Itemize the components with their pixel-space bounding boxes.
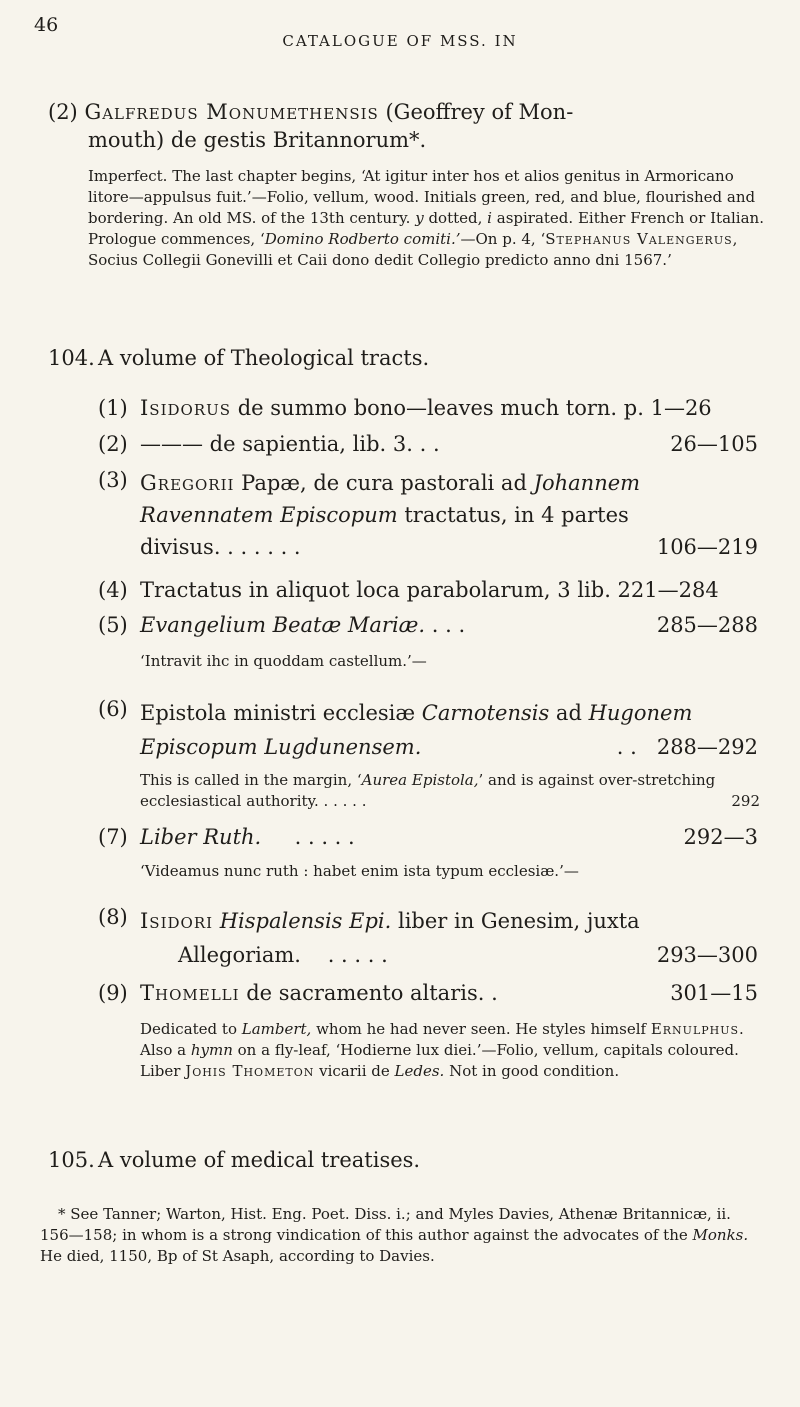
item-9-note <box>140 1019 760 1082</box>
item-7-dots: . . . . . <box>294 825 355 849</box>
item-3-text3: divisus. . . . . . . <box>140 535 301 559</box>
entry-2 <box>48 98 778 271</box>
item-3-text: Papæ, de cura pastorali ad <box>234 471 534 495</box>
item-8-dots: . . . . . <box>327 943 388 967</box>
item-5-quote: ‘Intravit ihc in quoddam castellum.’— <box>140 652 427 670</box>
item-9-note-ernulphus: Ernulphus. <box>650 1020 745 1038</box>
item-9-note-d: on a fly-leaf, ‘Hodierne lux diei.’—Folio, vellum, capitals coloured. Liber <box>140 1041 739 1080</box>
item-9-author: Thomelli <box>140 981 240 1005</box>
entry-2-desc-y: y <box>415 209 424 227</box>
item-9-note-f: Not in good condition. <box>444 1062 620 1080</box>
item-9-range: 301—15 <box>670 981 758 1005</box>
item-6-note-range: 292 <box>731 792 760 810</box>
item-7 <box>98 824 758 851</box>
entry-2-desc-5: , Socius Collegii Gonevilli et Caii dono dedit Collegio predicto anno dni 1567.’ <box>88 230 738 269</box>
item-6-hugonem: Hugonem <box>588 701 693 725</box>
entry-105-title: A volume of medical treatises. <box>98 1148 421 1172</box>
item-3-index: (3) <box>98 468 128 492</box>
item-7-range: 292—3 <box>683 825 758 849</box>
item-9-note-johis: Johis Thometon <box>185 1062 315 1080</box>
entry-104-title: A volume of Theological tracts. <box>98 346 430 370</box>
item-3-author: Gregorii <box>140 471 235 495</box>
footnote <box>40 1204 760 1267</box>
item-1-range: —26 <box>663 396 712 420</box>
footnote-marker: *. <box>409 128 427 152</box>
item-9-note-hymn: hymn <box>190 1041 233 1059</box>
item-6-note-aurea: Aurea Epistola, <box>361 771 479 789</box>
footnote-text-b: He died, 1150, Bp of St Asaph, according to Davies. <box>40 1247 435 1265</box>
item-9-note-e: vicarii de <box>314 1062 395 1080</box>
item-6-text: Epistola ministri ecclesiæ <box>140 701 422 725</box>
entry-2-description <box>48 166 778 271</box>
entry-2-desc-1: Imperfect. The last chapter begins, ‘At igitur inter hos et alios genitus in Armoricano litore—appulsus fuit.’—Folio, vellum, wood. Initials green, red, and blue, flourished and bordering. An old MS. of the 13th century. <box>88 167 756 227</box>
item-3-johannem: Johannem <box>533 471 641 495</box>
entry-2-author: Galfredus Monumethensis <box>84 100 379 124</box>
item-3-ravennatem: Ravennatem Episcopum <box>140 503 398 527</box>
item-9-note-b: whom he had never seen. He styles himself <box>311 1020 651 1038</box>
entry-105-number: 105. <box>48 1148 95 1172</box>
footnote-monks: Monks. <box>692 1226 749 1244</box>
entry-2-desc-domino: Domino Rodberto comiti.’ <box>264 230 461 248</box>
item-5 <box>98 612 758 639</box>
item-5-range: 285—288 <box>656 613 758 637</box>
item-2-range: 26—105 <box>670 432 758 456</box>
entry-2-heading <box>48 98 778 154</box>
item-9 <box>98 980 758 1007</box>
item-2-dash: ——— <box>140 432 203 456</box>
item-6-text2: ad <box>549 701 589 725</box>
item-9-note-ledes: Ledes. <box>394 1062 445 1080</box>
entry-2-desc-stephanus: Stephanus Valengerus <box>545 230 733 248</box>
item-6-note-a: This is called in the margin, ‘ <box>140 771 362 789</box>
item-8-range: 293—300 <box>656 943 758 967</box>
item-3-text2: tractatus, in 4 partes <box>397 503 629 527</box>
item-9-note-lambert: Lambert, <box>241 1020 312 1038</box>
entry-2-desc-2: dotted, <box>423 209 488 227</box>
item-9-note-c: Also a <box>140 1041 191 1059</box>
item-2-text: de sapientia, lib. 3. . . <box>203 432 440 456</box>
item-8-author: Isidori <box>140 909 214 933</box>
item-4-index: (4) <box>98 578 128 602</box>
item-6-episcopum: Episcopum Lugdunensem. <box>140 735 422 759</box>
footnote-text-a: * See Tanner; Warton, Hist. Eng. Poet. Diss. i.; and Myles Davies, Athenæ Britannicæ, ii. 156—158; in whom is a strong vindication of this author against the advocates of the <box>40 1205 731 1244</box>
item-8 <box>98 904 758 972</box>
item-1 <box>98 395 758 422</box>
item-5-index: (5) <box>98 613 128 637</box>
item-6-index: (6) <box>98 697 128 721</box>
item-8-text: liber in Genesim, juxta <box>391 909 640 933</box>
item-4 <box>98 577 758 604</box>
item-6 <box>98 696 758 764</box>
item-5-title: Evangelium Beatæ Mariæ. <box>140 613 426 637</box>
entry-2-desc-3: aspirated. Either French or Italian. Prologue commences, ‘ <box>88 209 764 248</box>
item-5-dots: . . . <box>425 613 466 637</box>
item-8-hispalensis: Hispalensis Epi. <box>219 909 392 933</box>
item-3-range: 106—219 <box>656 535 758 559</box>
item-4-range: —284 <box>657 578 719 602</box>
item-8-index: (8) <box>98 905 128 929</box>
item-3 <box>98 467 758 563</box>
entry-2-desc-i: i <box>487 209 492 227</box>
item-9-index: (9) <box>98 981 128 1005</box>
entry-104-number: 104. <box>48 346 95 370</box>
running-head: CATALOGUE OF MSS. IN <box>282 32 518 50</box>
item-2-index: (2) <box>98 432 128 456</box>
item-6-carnotensis: Carnotensis <box>421 701 550 725</box>
entry-2-desc-4: —On p. 4, ‘ <box>460 230 546 248</box>
entry-2-title-line1: (Geoffrey of Mon- <box>385 100 574 124</box>
page-number: 46 <box>34 14 59 36</box>
item-1-text: de summo bono—leaves much torn. p. 1 <box>231 396 664 420</box>
item-9-note-a: Dedicated to <box>140 1020 242 1038</box>
item-7-title: Liber Ruth. <box>140 825 262 849</box>
entry-105-heading <box>48 1148 420 1172</box>
item-6-dots: . . <box>616 735 637 759</box>
item-9-text: de sacramento altaris. . <box>239 981 498 1005</box>
item-7-index: (7) <box>98 825 128 849</box>
item-2 <box>98 431 758 458</box>
item-6-range: 288—292 <box>656 735 758 759</box>
item-8-text2: Allegoriam. <box>178 943 301 967</box>
item-4-text: Tractatus in aliquot loca parabolarum, 3 lib. 221 <box>140 578 658 602</box>
entry-2-title-line2: mouth) de gestis Britannorum <box>88 128 410 152</box>
entry-104-heading <box>48 346 429 370</box>
item-6-note <box>140 770 760 812</box>
item-6-note-b: ’ and is against over-stretching ecclesiastical authority. . . . . . <box>140 771 716 810</box>
item-1-index: (1) <box>98 396 128 420</box>
item-7-quote: ‘Videamus nunc ruth : habet enim ista typum ecclesiæ.’— <box>140 862 579 880</box>
entry-2-number: (2) <box>48 100 78 124</box>
item-1-author: Isidorus <box>140 396 232 420</box>
